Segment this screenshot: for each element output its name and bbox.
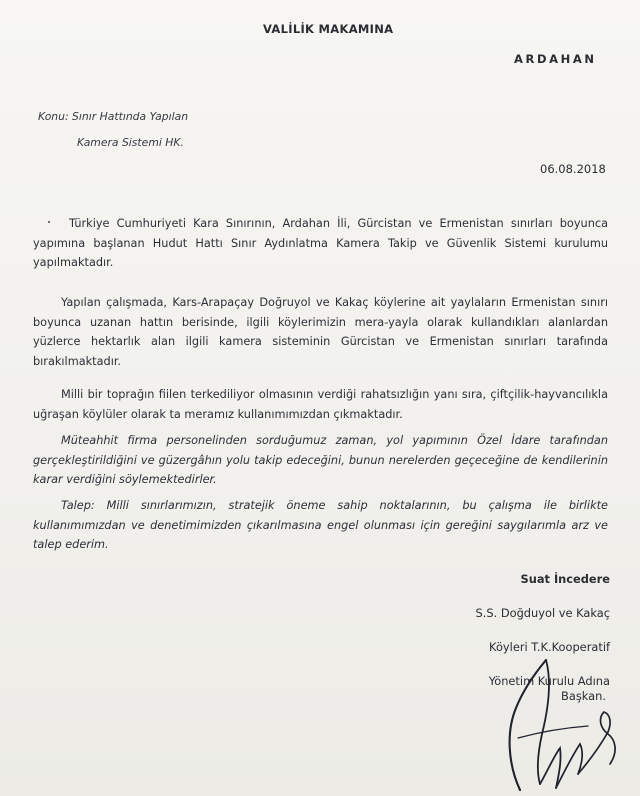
- paragraph-4: Müteahhit firma personelinden sorduğumuz zaman, yol yapımının Özel İdare tarafından gerçekleştirildiğini ve güzergâhın yolu takip edeceğini, bunun nerelerden geçeceğine de kendilerinin karar verdiğini söylemektedirler.: [33, 434, 608, 486]
- signer-name: Suat İncedere: [520, 572, 610, 586]
- signer-org-line-1: S.S. Doğduyol ve Kakaç: [475, 606, 610, 620]
- subject-line-2: Kamera Sistemi HK.: [77, 136, 184, 149]
- city-heading: ARDAHAN: [514, 52, 597, 66]
- letter-date: 06.08.2018: [540, 162, 606, 176]
- signer-title: Başkan.: [561, 689, 606, 703]
- signer-org-line-2: Köyleri T.K.Kooperatif: [489, 640, 610, 654]
- paragraph-3: Milli bir toprağın fiilen terkediliyor olmasının verdiği rahatsızlığın yanı sıra, çiftçilik-hayvancılıkla uğraşan köylüler olarak ta meramız kullanımımızdan çıkmaktadır.: [33, 388, 608, 421]
- subject-line-1: Konu: Sınır Hattında Yapılan: [38, 110, 189, 123]
- recipient-heading: VALİLİK MAKAMINA: [263, 22, 394, 36]
- paragraph-1: Türkiye Cumhuriyeti Kara Sınırının, Ardahan İli, Gürcistan ve Ermenistan sınırları boyunca yapımına başlanan Hudut Hattı Sınır Aydınlatma Kamera Takip ve Güvenlik Sistemi kurulumu yapılmaktadır.: [33, 217, 608, 269]
- paragraph-5: Talep: Milli sınırlarımızın, stratejik öneme sahip noktalarının, bu çalışma ile birlikte kullanımımızdan ve denetimimizden çıkarılmasına engel olunması için gereğini saygılarımla arz ve talep ederim.: [33, 499, 608, 551]
- paragraph-2: Yapılan çalışmada, Kars-Arapaçay Doğruyol ve Kakaç köylerine ait yaylaların Ermenistan sınırı boyunca uzanan hattın berisinde, ilgili köylerimizin mera-yayla olarak kullandıkları alanlardan yüzlerce hektarlık alan ilgili kamera sisteminin Gürcistan ve Ermenistan sınırları tarafında bırakılmaktadır.: [33, 296, 608, 368]
- handwritten-signature: [500, 652, 630, 796]
- signer-org-line-3: Yönetim Kurulu Adına: [488, 674, 610, 688]
